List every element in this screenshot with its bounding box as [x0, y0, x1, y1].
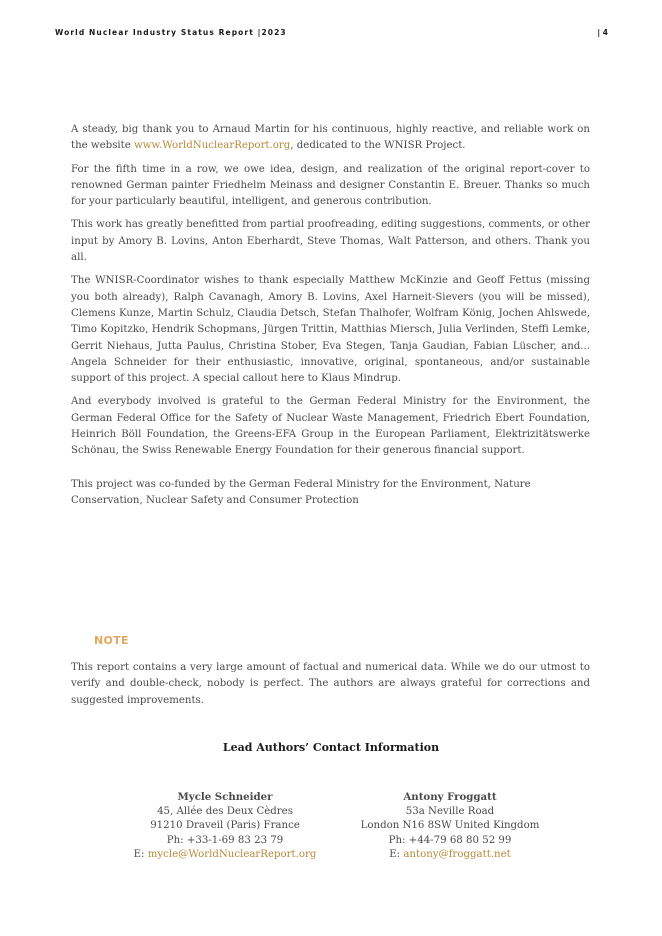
- contact-email-link[interactable]: mycle@WorldNuclearReport.org: [147, 849, 317, 861]
- contact-phone: Ph: +44-79 68 80 52 99: [388, 834, 512, 846]
- contact-card-schneider: [105, 790, 345, 863]
- acknowledgements-section: [71, 122, 590, 467]
- contact-address-line: 91210 Draveil (Paris) France: [150, 820, 300, 832]
- contact-address-line: London N16 8SW United Kingdom: [360, 820, 540, 832]
- funding-text: This project was co-funded by the German Federal Ministry for the Environment, Nature Conservation, Nuclear Safety and Consumer Protection: [71, 479, 531, 507]
- ack-paragraph-cover: For the fifth time in a row, we owe idea, design, and realization of the original report-cover to renowned German painter Friedhelm Meinass and designer Constantin E. Breuer. Thanks so much for your particularly beautiful, intelligent, and generous contribution.: [71, 163, 590, 208]
- email-prefix: E:: [133, 849, 148, 861]
- note-heading: NOTE: [94, 634, 129, 647]
- email-prefix: E:: [389, 849, 404, 861]
- website-link[interactable]: www.WorldNuclearReport.org: [134, 140, 291, 152]
- contact-info-title: Lead Authors’ Contact Information: [222, 741, 440, 754]
- ack-paragraph-website: [71, 122, 590, 155]
- ack-paragraph-coordinator: The WNISR-Coordinator wishes to thank especially Matthew McKinzie and Geoff Fettus (missing you both already), Ralph Cavanagh, Amory B. Lovins, Axel Harneit-Sievers (you will be missed), Clemens Kunze, Martin Schulz, Claudia Detsch, Stefan Thalhofer, Wolfram König, Jochen Ahlswede, Timo Kopitzko, Hendrik Schopmans, Jürgen Trittin, Matthias Miersch, Julia Verlinden, Steffi Lemke, Gerrit Niehaus, Jutta Paulus, Christina Stober, Eva Stegen, Tanja Gaudian, Fabian Lüscher, and... Angela Schneider for their enthusiastic, innovative, original, spontaneous, and/or sustainable support of this project. A special callout here to Klaus Mindrup.: [71, 275, 590, 385]
- contact-card-froggatt: [330, 790, 570, 863]
- ack-paragraph-funders: And everybody involved is grateful to the German Federal Ministry for the Environment, the German Federal Office for the Safety of Nuclear Waste Management, Friedrich Ebert Foundation, Heinrich Böll Foundation, the Greens-EFA Group in the European Parliament, Elektrizitätswerke Schönau, the Swiss Renewable Energy Foundation for their generous financial support.: [71, 396, 590, 457]
- report-title: World Nuclear Industry Status Report |2023: [55, 28, 287, 37]
- contact-address-line: 53a Neville Road: [405, 805, 495, 817]
- funding-section: [71, 477, 590, 517]
- contact-name: Mycle Schneider: [177, 791, 273, 803]
- ack-text: A steady, big thank you to Arnaud Martin for his continuous, highly reactive, and reliable work on the website: [71, 124, 590, 152]
- contact-email-link[interactable]: antony@froggatt.net: [403, 849, 511, 861]
- ack-text: , dedicated to the WNISR Project.: [290, 140, 466, 152]
- note-section: [71, 660, 590, 716]
- contact-address-line: 45, Allée des Deux Cèdres: [157, 805, 293, 817]
- page-number: | 4: [597, 28, 608, 37]
- note-text: This report contains a very large amount of factual and numerical data. While we do our utmost to verify and double-check, nobody is perfect. The authors are always grateful for corrections and suggested improvements.: [71, 662, 590, 706]
- contact-phone: Ph: +33-1-69 83 23 79: [166, 834, 284, 846]
- contact-email-row: [105, 848, 345, 863]
- ack-paragraph-proofreading: This work has greatly benefitted from partial proofreading, editing suggestions, comments, or other input by Amory B. Lovins, Anton Eberhardt, Steve Thomas, Walt Patterson, and others. Thank you all.: [71, 219, 590, 264]
- contact-name: Antony Froggatt: [403, 791, 497, 803]
- contact-email-row: [330, 848, 570, 863]
